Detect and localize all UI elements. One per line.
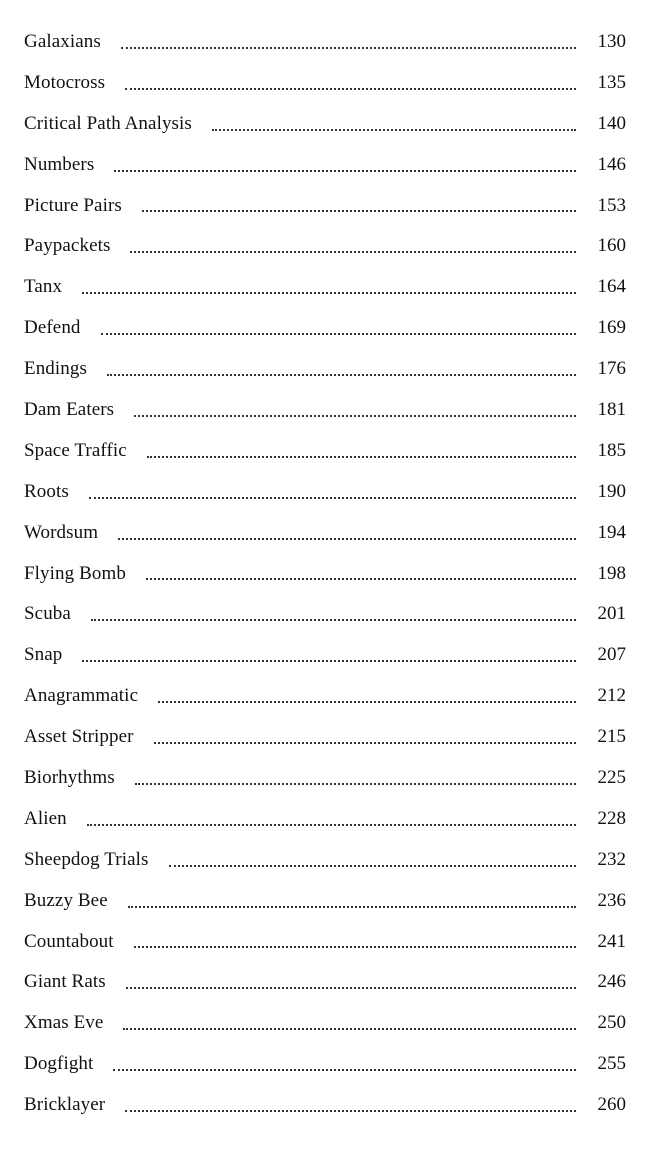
toc-entry[interactable] <box>24 881 626 922</box>
dot-leader <box>114 170 576 172</box>
dot-leader <box>147 456 576 458</box>
toc-entry-title: Wordsum <box>24 521 99 543</box>
toc-entry[interactable] <box>24 1003 626 1044</box>
dot-leader <box>123 1028 576 1030</box>
toc-entry[interactable] <box>24 594 626 635</box>
toc-entry-title: Paypackets <box>24 235 111 257</box>
toc-entry-page: 225 <box>597 767 626 789</box>
toc-entry[interactable] <box>24 226 626 267</box>
dot-leader <box>169 865 577 867</box>
toc-entry[interactable] <box>24 390 626 431</box>
toc-entry-title: Alien <box>24 807 67 829</box>
dot-leader <box>135 783 576 785</box>
toc-entry-page: 164 <box>597 276 626 298</box>
dot-leader <box>107 374 576 376</box>
toc-entry-page: 212 <box>597 685 626 707</box>
toc-entry-page: 130 <box>597 31 626 52</box>
dot-leader <box>134 946 576 948</box>
toc-entry[interactable] <box>24 186 626 227</box>
toc-entry-page: 255 <box>597 1053 626 1075</box>
dot-leader <box>82 660 576 662</box>
toc-entry-page: 260 <box>597 1094 626 1116</box>
dot-leader <box>128 906 576 908</box>
toc-entry-title: Defend <box>24 317 81 339</box>
dot-leader <box>89 497 576 499</box>
dot-leader <box>121 47 576 49</box>
dot-leader <box>101 333 576 335</box>
toc-entry-title: Tanx <box>24 276 63 298</box>
toc-entry[interactable] <box>24 1085 626 1126</box>
dot-leader <box>158 701 576 703</box>
toc-entry[interactable] <box>24 717 626 758</box>
toc-entry-title: Xmas Eve <box>24 1012 104 1034</box>
dot-leader <box>146 578 576 580</box>
toc-entry-title: Space Traffic <box>24 439 127 461</box>
toc-entry-title: Anagrammatic <box>24 685 139 707</box>
toc-entry-title: Flying Bomb <box>24 562 126 584</box>
dot-leader <box>113 1069 576 1071</box>
toc-entry-title: Dogfight <box>24 1053 94 1075</box>
dot-leader <box>82 292 576 294</box>
toc-entry-title: Biorhythms <box>24 767 115 789</box>
toc-entry-title: Asset Stripper <box>24 726 134 748</box>
toc-entry[interactable] <box>24 104 626 145</box>
toc-entry[interactable] <box>24 267 626 308</box>
toc-entry-title: Numbers <box>24 153 95 175</box>
dot-leader <box>91 619 576 621</box>
toc-entry-page: 241 <box>597 930 626 952</box>
toc-entry-title: Dam Eaters <box>24 399 115 421</box>
toc-entry-page: 207 <box>597 644 626 666</box>
toc-entry-page: 185 <box>597 439 626 461</box>
dot-leader <box>142 210 576 212</box>
toc-entry[interactable] <box>24 472 626 513</box>
toc-entry[interactable] <box>24 758 626 799</box>
toc-entry-title: Critical Path Analysis <box>24 112 192 134</box>
toc-entry[interactable] <box>24 349 626 390</box>
dot-leader <box>130 251 576 253</box>
toc-entry[interactable] <box>24 1044 626 1085</box>
toc-entry[interactable] <box>24 840 626 881</box>
toc-entry-page: 201 <box>597 603 626 625</box>
toc-entry[interactable] <box>24 922 626 963</box>
toc-entry-title: Sheepdog Trials <box>24 848 149 870</box>
toc-entry-page: 135 <box>597 71 626 93</box>
toc-entry-page: 236 <box>597 889 626 911</box>
toc-entry[interactable] <box>24 308 626 349</box>
toc-entry-page: 181 <box>597 399 626 421</box>
toc-entry-page: 250 <box>597 1012 626 1034</box>
toc-entry-page: 146 <box>597 153 626 175</box>
dot-leader <box>125 1110 576 1112</box>
toc-entry-page: 198 <box>597 562 626 584</box>
toc-entry-page: 190 <box>597 480 626 502</box>
toc-entry[interactable] <box>24 145 626 186</box>
toc-entry-page: 169 <box>597 317 626 339</box>
toc-entry-title: Countabout <box>24 930 114 952</box>
toc-entry-page: 194 <box>597 521 626 543</box>
toc-entry-title: Scuba <box>24 603 71 625</box>
toc-entry[interactable] <box>24 513 626 554</box>
toc-entry-title: Giant Rats <box>24 971 106 993</box>
toc-entry-title: Snap <box>24 644 63 666</box>
toc-entry-page: 215 <box>597 726 626 748</box>
toc-entry-page: 160 <box>597 235 626 257</box>
toc-entry-title: Bricklayer <box>24 1094 106 1116</box>
toc-entry-title: Picture Pairs <box>24 194 122 216</box>
toc-entry[interactable] <box>24 63 626 104</box>
table-of-contents <box>24 22 626 1126</box>
toc-entry[interactable] <box>24 554 626 595</box>
toc-entry-title: Buzzy Bee <box>24 889 108 911</box>
toc-entry-page: 228 <box>597 807 626 829</box>
dot-leader <box>87 824 576 826</box>
dot-leader <box>118 538 576 540</box>
toc-entry-page: 232 <box>597 848 626 870</box>
dot-leader <box>126 987 576 989</box>
dot-leader <box>154 742 576 744</box>
toc-entry[interactable] <box>24 676 626 717</box>
toc-entry-page: 140 <box>597 112 626 134</box>
toc-entry[interactable] <box>24 431 626 472</box>
toc-entry-page: 246 <box>597 971 626 993</box>
toc-entry[interactable] <box>24 22 626 63</box>
toc-entry[interactable] <box>24 635 626 676</box>
dot-leader <box>125 88 576 90</box>
toc-entry-title: Roots <box>24 480 69 502</box>
toc-entry-page: 153 <box>597 194 626 216</box>
toc-entry[interactable] <box>24 962 626 1003</box>
dot-leader <box>212 129 576 131</box>
toc-entry-page: 176 <box>597 358 626 380</box>
toc-entry-title: Endings <box>24 358 87 380</box>
toc-entry-title: Galaxians <box>24 31 101 52</box>
dot-leader <box>134 415 576 417</box>
toc-entry[interactable] <box>24 799 626 840</box>
toc-entry-title: Motocross <box>24 71 106 93</box>
